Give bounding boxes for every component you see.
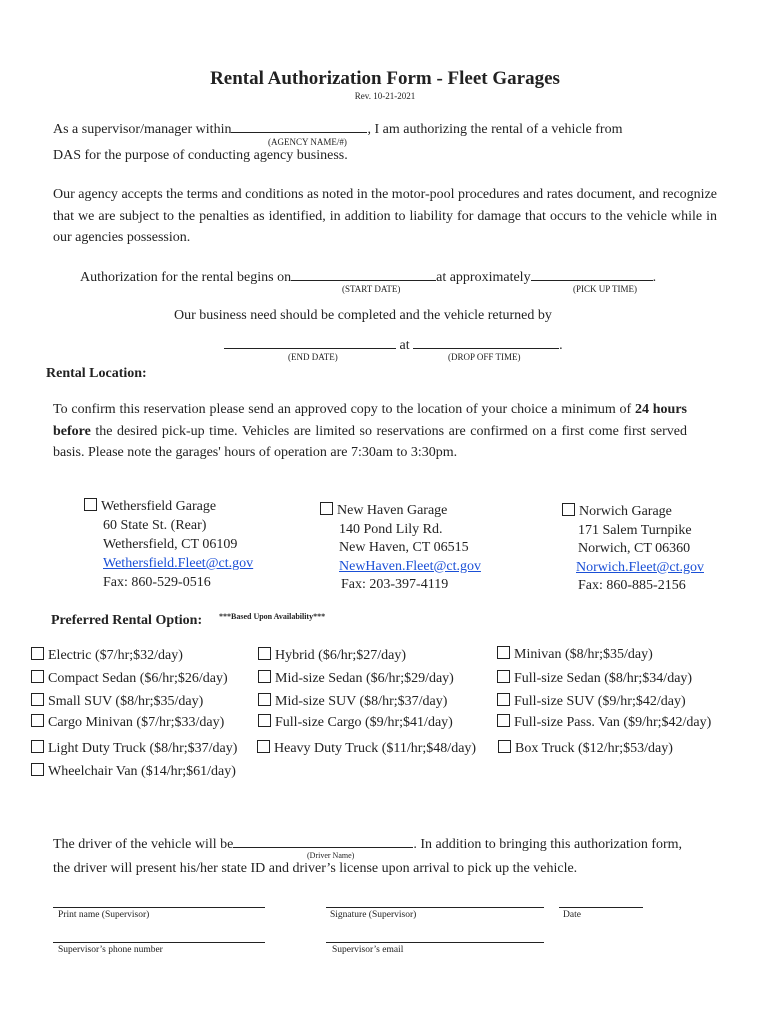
form-title: Rental Authorization Form - Fleet Garages (210, 68, 560, 89)
print-name-line[interactable] (53, 907, 265, 908)
print-name-label: Print name (Supervisor) (58, 910, 150, 920)
checkbox[interactable] (258, 647, 271, 660)
dropoff-time-field[interactable] (413, 334, 559, 349)
end-date-field[interactable] (224, 334, 396, 349)
garage-option-norwich[interactable]: Norwich Garage (562, 503, 704, 522)
checkbox[interactable] (497, 693, 510, 706)
pickup-time-label: (PICK UP TIME) (573, 284, 638, 294)
start-date-field[interactable] (291, 266, 436, 281)
email-line[interactable] (326, 942, 544, 943)
garage-street: 171 Salem Turnpike (578, 522, 692, 538)
option-fullsize-suv[interactable]: Full-size SUV ($9/hr;$42/day) (497, 693, 686, 710)
garage-street: 60 State St. (Rear) (103, 518, 207, 533)
driver-license-text: the driver will present his/her state ID and driver’s license upon arrival to pick up the vehicle. (53, 861, 578, 876)
garage-city: Norwich, CT 06360 (578, 541, 691, 556)
checkbox[interactable] (258, 670, 271, 683)
at-text: at (399, 338, 410, 353)
option-midsize-sedan[interactable]: Mid-size Sedan ($6/hr;$29/day) (258, 670, 454, 687)
garage-email-link[interactable]: NewHaven.Fleet@ct.gov (339, 558, 481, 574)
checkbox[interactable] (31, 693, 44, 706)
intro-text-before: As a supervisor/manager within (53, 122, 232, 137)
agency-name-label: (AGENCY NAME/#) (268, 137, 347, 147)
deadline-emphasis: 24 hours before (53, 402, 687, 439)
period: . (652, 270, 657, 285)
checkbox[interactable] (31, 763, 44, 776)
garage-email-link[interactable]: Wethersfield.Fleet@ct.gov (103, 556, 254, 571)
return-text: Our business need should be completed and the vehicle returned by (174, 308, 552, 323)
garage-fax: Fax: 860-529-0516 (103, 575, 211, 590)
garage-city: New Haven, CT 06515 (339, 540, 469, 555)
garage-wethersfield (84, 497, 253, 592)
terms-paragraph: Our agency accepts the terms and conditions as noted in the motor-pool procedures and rates document, and recognize that we are subject to the penalties as identified, in addition to liability for damage that occurs to the vehicle while in our agencies possession. (53, 187, 717, 245)
driver-text-after: . In addition to bringing this authorization form, (413, 837, 683, 852)
begins-text: Authorization for the rental begins on (80, 270, 292, 285)
email-label: Supervisor’s email (332, 945, 404, 955)
option-hybrid[interactable]: Hybrid ($6/hr;$27/day) (258, 647, 406, 664)
authorization-begins-line (80, 266, 656, 286)
option-heavy-duty-truck[interactable]: Heavy Duty Truck ($11/hr;$48/day) (257, 740, 476, 757)
intro-line (53, 118, 622, 138)
checkbox[interactable] (84, 498, 97, 511)
checkbox[interactable] (258, 714, 271, 727)
garage-fax: Fax: 860-885-2156 (578, 578, 686, 593)
intro-line-2: DAS for the purpose of conducting agency business. (53, 148, 348, 163)
garage-street: 140 Pond Lily Rd. (339, 521, 443, 537)
start-date-label: (START DATE) (342, 284, 401, 294)
signature-label: Signature (Supervisor) (330, 910, 417, 920)
date-line[interactable] (559, 907, 643, 908)
signature-line[interactable] (326, 907, 544, 908)
driver-text-before: The driver of the vehicle will be (53, 837, 234, 852)
option-minivan[interactable]: Minivan ($8/hr;$35/day) (497, 646, 653, 663)
return-line (224, 334, 563, 354)
preferred-option-heading: Preferred Rental Option: (51, 613, 203, 628)
driver-name-label: (Driver Name) (307, 851, 355, 860)
garage-option-wethersfield[interactable]: Wethersfield Garage (84, 497, 253, 516)
checkbox[interactable] (498, 740, 511, 753)
option-fullsize-sedan[interactable]: Full-size Sedan ($8/hr;$34/day) (497, 670, 692, 687)
option-light-duty-truck[interactable]: Light Duty Truck ($8/hr;$37/day) (31, 740, 237, 757)
checkbox[interactable] (257, 740, 270, 753)
garage-city: Wethersfield, CT 06109 (103, 537, 238, 552)
option-electric[interactable]: Electric ($7/hr;$32/day) (31, 647, 183, 664)
checkbox[interactable] (320, 502, 333, 515)
checkbox[interactable] (31, 647, 44, 660)
return-period: . (559, 338, 563, 353)
phone-label: Supervisor’s phone number (58, 945, 163, 955)
garage-fax: Fax: 203-397-4119 (341, 577, 449, 592)
checkbox[interactable] (497, 670, 510, 683)
revision-date: Rev. 10-21-2021 (354, 91, 416, 101)
checkbox[interactable] (497, 646, 510, 659)
garage-new-haven (320, 502, 481, 595)
option-small-suv[interactable]: Small SUV ($8/hr;$35/day) (31, 693, 203, 710)
checkbox[interactable] (258, 693, 271, 706)
option-wheelchair-van[interactable]: Wheelchair Van ($14/hr;$61/day) (31, 763, 236, 780)
option-box-truck[interactable]: Box Truck ($12/hr;$53/day) (498, 740, 673, 757)
option-fullsize-cargo[interactable]: Full-size Cargo ($9/hr;$41/day) (258, 714, 453, 731)
rental-location-heading: Rental Location: (46, 366, 147, 381)
driver-name-field[interactable] (233, 833, 413, 848)
rental-location-instructions: To confirm this reservation please send an approved copy to the location of your choice a minimum of 24 hours before the desired pick-up time. Vehicles are limited so reservations are confirmed on a first come first served basis. Please note the garages' hours of operation are 7:30am to 3:30pm. (53, 402, 687, 460)
checkbox[interactable] (31, 714, 44, 727)
end-date-label: (END DATE) (288, 352, 338, 362)
option-fullsize-pass-van[interactable]: Full-size Pass. Van ($9/hr;$42/day) (497, 714, 711, 731)
approx-text: at approximately (436, 270, 531, 285)
checkbox[interactable] (31, 670, 44, 683)
intro-text-after: , I am authorizing the rental of a vehicle from (367, 122, 623, 137)
pickup-time-field[interactable] (531, 266, 653, 281)
agency-name-field[interactable] (231, 118, 367, 133)
checkbox[interactable] (31, 740, 44, 753)
availability-note: ***Based Upon Availability*** (219, 612, 326, 621)
checkbox[interactable] (562, 503, 575, 516)
option-compact-sedan[interactable]: Compact Sedan ($6/hr;$26/day) (31, 670, 228, 687)
dropoff-time-label: (DROP OFF TIME) (448, 352, 521, 362)
phone-line[interactable] (53, 942, 265, 943)
option-cargo-minivan[interactable]: Cargo Minivan ($7/hr;$33/day) (31, 714, 224, 731)
garage-email-link[interactable]: Norwich.Fleet@ct.gov (576, 559, 704, 575)
garage-norwich (562, 503, 704, 596)
garage-option-new-haven[interactable]: New Haven Garage (320, 502, 481, 521)
date-label: Date (563, 910, 581, 920)
checkbox[interactable] (497, 714, 510, 727)
option-midsize-suv[interactable]: Mid-size SUV ($8/hr;$37/day) (258, 693, 447, 710)
driver-line (53, 833, 682, 853)
